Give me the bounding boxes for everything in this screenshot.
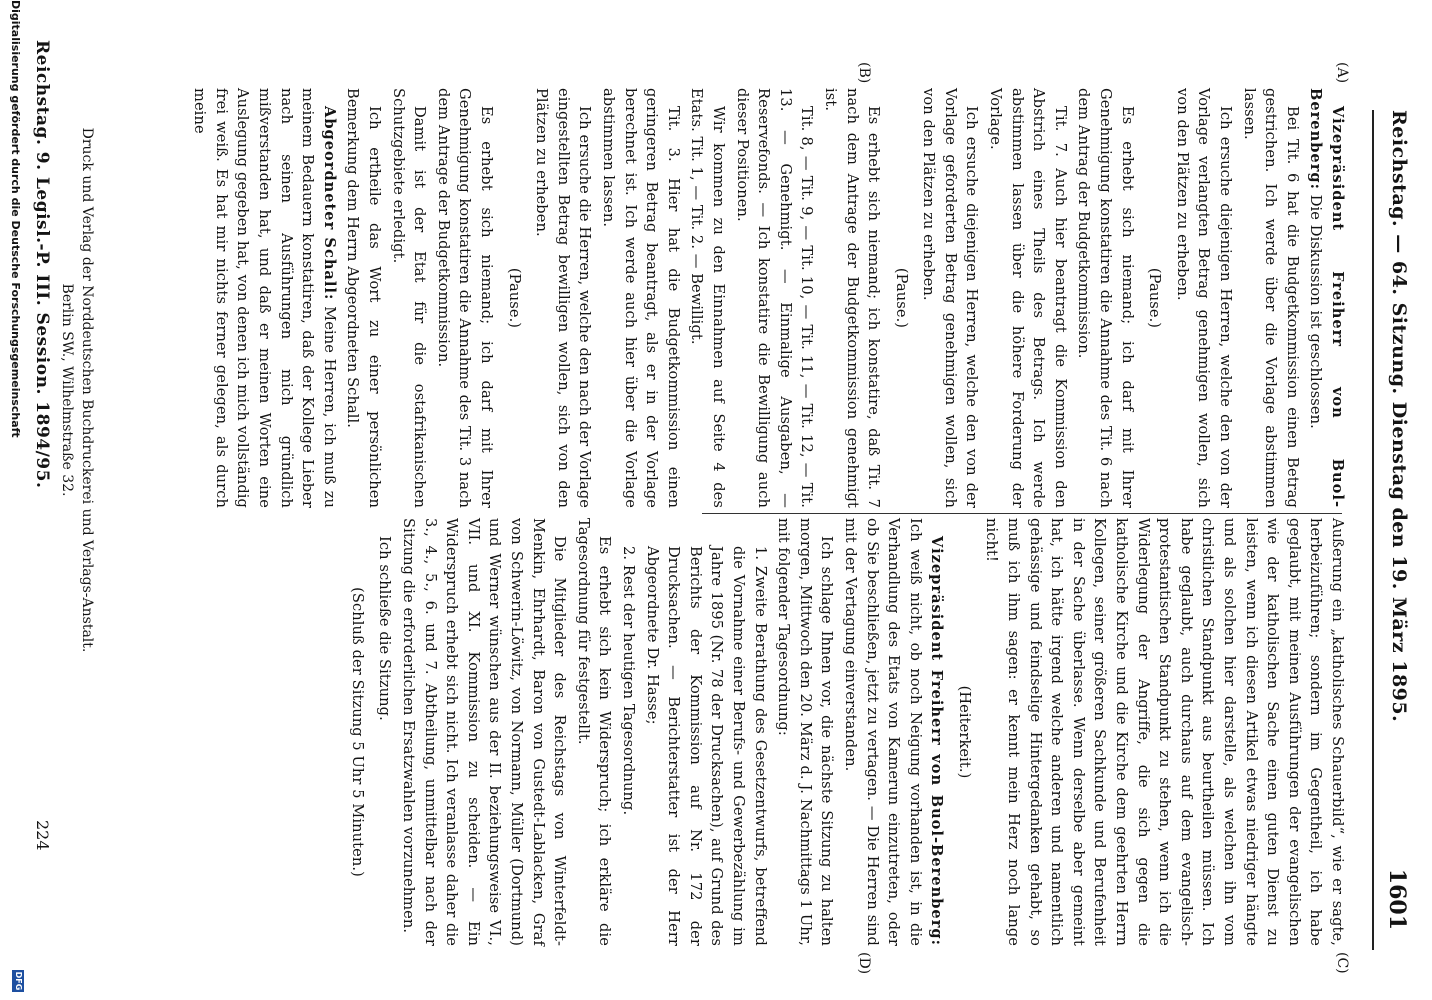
printer-imprint: Druck und Verlag der Norddeutschen Buchdruckerei und Verlags-Anstalt. Berlin SW., Wilhelmstraße 32.	[59, 127, 95, 653]
margin-marker-d: (D)	[856, 952, 872, 975]
paragraph-text: (Schluß der Sitzung 5 Uhr 5 Minuten.)	[348, 587, 366, 877]
page-footer: Reichstag. 9. Legisl.-P. III. Session. 1894/95.	[32, 40, 52, 489]
paragraph	[985, 88, 1071, 508]
dfg-logo: DFG	[14, 971, 23, 991]
margin-marker-c: (C)	[1334, 952, 1350, 974]
paragraph-text: Es erhebt sich niemand; ich darf mit Ihrer Genehmigung konstatiren die Annahme des Tit. 6 nach dem Antrag der Budgetkommission.	[1075, 88, 1136, 508]
paragraph-text: Es erhebt sich niemand; ich darf mit Ihrer Genehmigung konstatiren die Annahme des Tit. 3 nach dem Antrage der Budgetkommission.	[434, 88, 496, 508]
paragraph	[1171, 88, 1236, 508]
paragraph-text: Ich ersuche diejenigen Herren, welche den von der Vorlage geforderten Betrag genehmigen wollen, sich von den Plätzen zu erheben.	[920, 88, 981, 508]
paragraph-text: 1. Zweite Berathung des Gesetzentwurfs, betreffend die Vornahme einer Berufs- und Gewerbezählung im Jahre 1895 (Nr. 78 der Drucksachen), auf Grund des Berichts der Kommission auf Nr. 172 der Drucksachen. — Berichterstatter ist der Herr Abgeordnete Dr. Hasse;	[643, 546, 769, 946]
paragraph	[432, 88, 497, 508]
paragraph	[397, 518, 570, 946]
paragraph	[773, 518, 838, 946]
agenda-item	[641, 518, 771, 946]
paragraph	[819, 88, 884, 508]
paragraph	[531, 88, 596, 508]
paragraph-text: (Pause.)	[892, 267, 910, 329]
stage-direction	[503, 88, 525, 508]
paragraph-text: Ich schlage Ihnen vor, die nächste Sitzung zu halten morgen, Mittwoch den 20. März d. J. Nachmittags 1 Uhr, mit folgender Tagesordnung:	[775, 518, 836, 946]
text-column-right	[340, 518, 1348, 946]
digitization-text: Digitalisierung gefördert durch die Deutsche Forschungsgemeinschaft	[9, 0, 22, 438]
footer-page-number: 224	[33, 820, 52, 851]
paragraph-text: 2. Rest der heutigen Tagesordnung.	[620, 546, 637, 816]
paragraph-text: Ich weiß nicht, ob noch Neigung vorhanden ist, in die Verhandlung des Etats von Kamerun einzutreten, oder ob Sie beschließen, jetzt zu vertagen. — Die Herren sind mit der Vertagung einverstanden.	[841, 518, 924, 946]
paragraph-text: Wir kommen zu den Einnahmen auf Seite 4 des Etats. Tit. 1, — Tit. 2. — Bewilligt.	[688, 88, 727, 508]
paragraph	[572, 518, 615, 946]
paragraph-text: Tit. 8, — Tit. 9, — Tit. 10, — Tit. 11, — Tit. 12, — Tit. 13. — Genehmigt. — Einmalige Ausgaben, — Reservefonds. — Ich konstatire die Bewilligung auch dieser Positionen.	[733, 88, 816, 508]
paragraph	[189, 88, 340, 508]
column-separator	[702, 513, 1342, 514]
header-title: Reichstag. — 64. Sitzung. Dienstag den 19. März 1895.	[1388, 110, 1410, 723]
paragraph-text: Ich ertheile das Wort zu einer persönlichen Bemerkung dem Herrn Abgeordneten Schall.	[344, 88, 384, 508]
margin-marker-a: (A)	[1334, 62, 1350, 84]
speaker-name: Vizepräsident Freiherr von Buol-Berenberg:	[928, 536, 946, 946]
paragraph-text: Ich ersuche die Herren, welche den nach der Vorlage eingestellten Betrag bewilligen wollen, sich von den Plätzen zu erheben.	[533, 88, 594, 508]
paragraph	[981, 518, 1348, 946]
stage-direction	[890, 88, 912, 508]
paragraph-text: Ich ersuche diejenigen Herren, welche den von der Vorlage verlangten Betrag genehmigen wollen, sich von den Plätzen zu erheben.	[1173, 88, 1235, 508]
paragraph-text: Außerung ein „katholisches Schauerbild“, wie er sagte, herbeizuführen; sondern im Gegentheil, ich habe geglaubt, mit meinen Ausführungen der evangelischen wie der katholischen Sache einen guten Dienst zu leisten, wenn ich diesen Artikel etwas niedriger hängte und als solchen hier darstelle, als welchen ihn vom christlichen Standpunkt aus beurtheilen müssen. Ich habe geglaubt, auch durchaus auf dem evangelisch-protestantischen Standpunkt zu stehen, wenn ich die Widerlegung der Angriffe, die sich gegen die katholische Kirche und die Kirche dem geehrten Herrn Kollegen, seiner größeren Sachkunde und Berufenheit in der Sache überlasse. Wenn derselbe aber gemeint hat, ich hätte irgend welche anderen und namentlich gehässige und feindselige Hintergedanken gehabt, so muß ich ihm sagen: er kennt mein Herz noch lange nicht!	[983, 518, 1346, 946]
paragraph	[731, 88, 817, 508]
paragraph-text: Bei Tit. 6 hat die Budgetkommission einen Betrag gestrichen. Ich werde über die Vorlage abstimmen lassen.	[1240, 88, 1301, 508]
speaker-name: Vizepräsident Freiherr von Buol-Berenberg:	[1307, 88, 1346, 508]
paragraph-text: Die Mitglieder des Reichstags von Winterfeldt-Menkin, Ehrhardt, Baron von Gustedt-Lablacken, Graf von Schwerin-Löwitz, von Normann, Müller (Dortmund) und Werner wünschen aus der II. beziehungsweise VI., VII. und XI. Kommission zu scheiden. — Ein Widerspruch erhebt sich nicht. Ich veranlasse daher die 3., 4., 5., 6. und 7. Abtheilung, unmittelbar nach der Sitzung die erforderlichen Ersatzwahlen vorzunehmen.	[400, 518, 569, 946]
text-column-left	[187, 88, 1348, 508]
paragraph-text: Damit ist der Etat für die ostafrikanischen Schutzgebiete erledigt.	[389, 88, 429, 508]
paragraph	[597, 88, 683, 508]
paragraph-text: (Pause.)	[505, 267, 523, 329]
stage-direction	[1144, 88, 1166, 508]
paragraph	[918, 88, 983, 508]
digitization-credit	[9, 0, 22, 1000]
agenda-item	[617, 518, 639, 946]
paragraph	[374, 518, 396, 946]
stage-direction	[346, 518, 368, 946]
paragraph-text: Es erhebt sich niemand; ich konstatire, daß Tit. 7 nach dem Antrage der Budgetkommission genehmigt ist.	[821, 88, 883, 508]
page-header	[1376, 110, 1410, 930]
speaker-name: Abgeordneter Schall:	[320, 106, 338, 301]
paragraph-text: Die Diskussion ist geschlossen.	[1307, 194, 1325, 429]
paragraph-text: Es erhebt sich kein Widerspruch; ich erkläre die Tagesordnung für festgestellt.	[574, 518, 614, 946]
paragraph	[1073, 88, 1138, 508]
paragraph	[686, 88, 729, 508]
paragraph-text: (Pause.)	[1146, 267, 1164, 329]
paragraph-text: Tit. 3. Hier hat die Budgetkommission einen geringeren Betrag beantragt, als er in der Vorlage berechnet ist. Ich werde auch hier über die Vorlage abstimmen lassen.	[600, 88, 682, 508]
paragraph	[839, 518, 947, 946]
paragraph-text: (Heiterkeit.)	[955, 685, 973, 779]
paragraph	[1305, 88, 1348, 508]
header-page-number: 1601	[1384, 868, 1410, 930]
paragraph-text: Meine Herren, ich muß zu meinem Bedauern konstatiren, daß der Kollege Lieber nach seinen Ausführungen mich gründlich mißverstanden hat, und daß er meinen Worten eine Auslegung gegeben hat, von denen ich mich vollständig frei weiß. Es hat mir nichts ferner gelegen, als durch meine	[191, 88, 338, 508]
paragraph	[387, 88, 430, 508]
paragraph	[1238, 88, 1303, 508]
stage-direction	[953, 518, 975, 946]
header-rule	[1372, 110, 1374, 950]
margin-marker-b: (B)	[856, 62, 872, 84]
paragraph	[342, 88, 385, 508]
paragraph-text: Ich schließe die Sitzung.	[376, 536, 394, 721]
paragraph-text: Tit. 7. Auch hier beantragt die Kommission den Abstrich eines Theils des Betrags. Ich werde abstimmen lassen über die höhere Forderung der Vorlage.	[987, 88, 1069, 508]
